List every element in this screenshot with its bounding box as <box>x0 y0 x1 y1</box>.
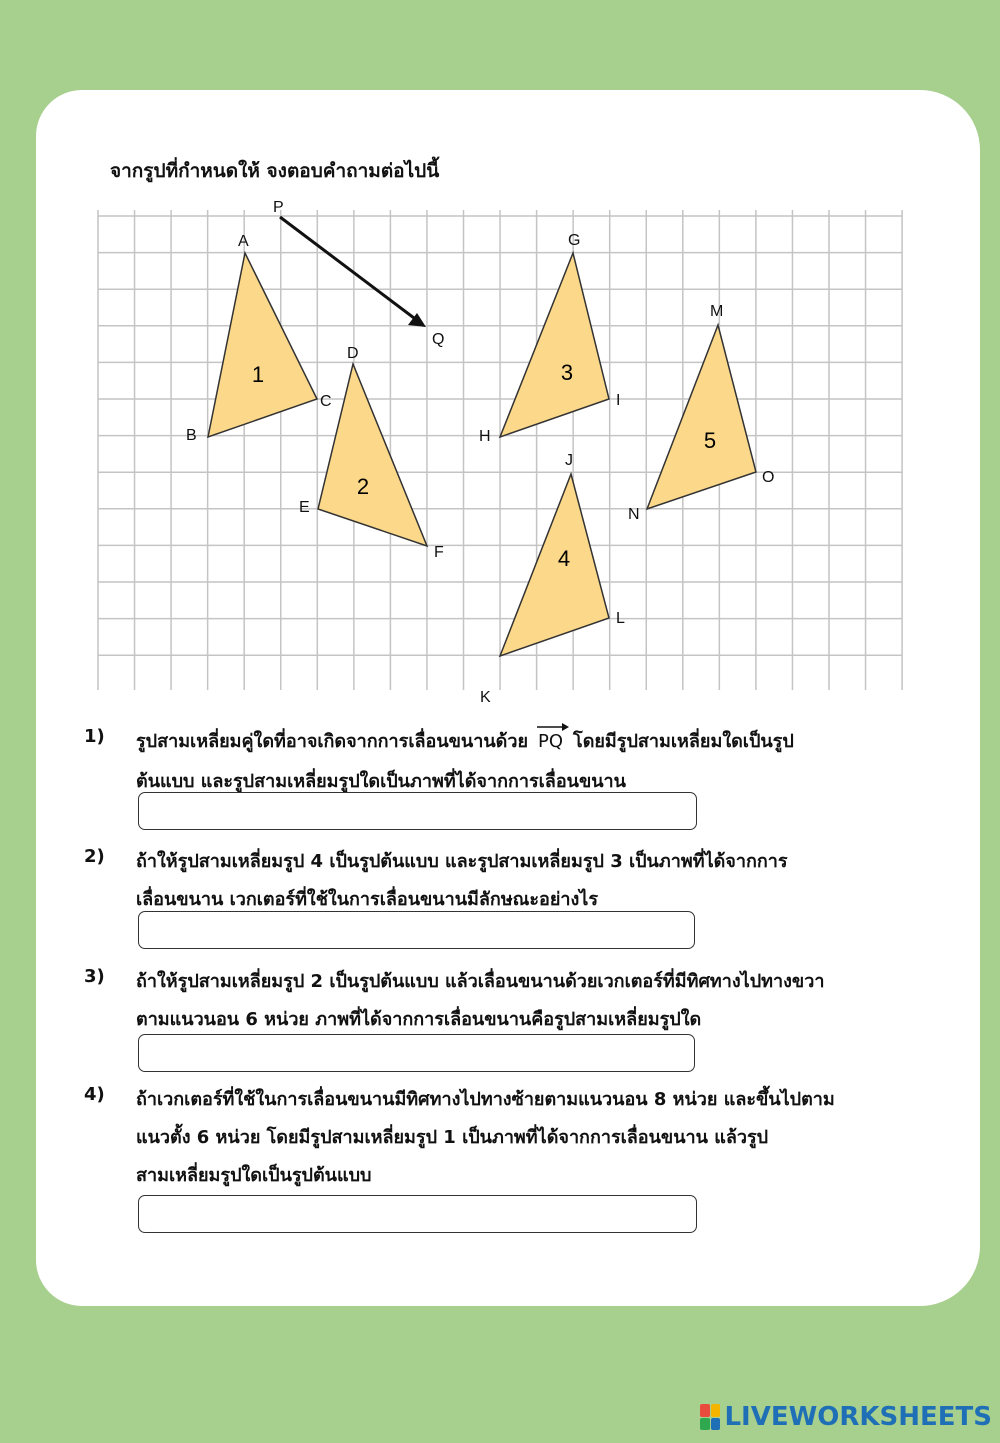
liveworksheets-logo-icon <box>700 1404 720 1430</box>
triangle-label-2: 2 <box>356 474 370 499</box>
vector-pq-text: PQ <box>538 731 564 752</box>
triangle-5 <box>647 325 756 509</box>
vertex-label-d: D <box>347 345 359 362</box>
question-4-line-1: ถ้าเวกเตอร์ที่ใช้ในการเลื่อนขนานมีทิศทางไปทางซ้ายตามแนวนอน 8 หน่วย และขึ้นไปตาม <box>136 1089 835 1110</box>
vertex-label-l: L <box>616 610 625 627</box>
triangle-label-3: 3 <box>560 360 574 385</box>
question-number: 2) <box>84 846 105 867</box>
grid-lines <box>98 210 902 690</box>
question-number: 4) <box>84 1084 105 1105</box>
question-1-text-b: โดยมีรูปสามเหลี่ยมใดเป็นรูป <box>573 731 794 752</box>
vertex-label-g: G <box>568 232 581 249</box>
vertex-label-p: P <box>273 199 284 216</box>
vertex-label-j: J <box>565 452 573 469</box>
triangle-label-4: 4 <box>557 546 571 571</box>
question-number: 1) <box>84 726 105 747</box>
vertex-label-i: I <box>616 392 621 409</box>
vector-pq-notation <box>538 731 563 752</box>
vertex-label-k: K <box>480 689 491 706</box>
triangle-1 <box>208 253 317 437</box>
vertex-label-f: F <box>434 544 444 561</box>
answer-box-1[interactable] <box>138 792 697 830</box>
question-4-line-3: สามเหลี่ยมรูปใดเป็นรูปต้นแบบ <box>136 1165 372 1186</box>
question-4-line-2: แนวตั้ง 6 หน่วย โดยมีรูปสามเหลี่ยมรูป 1 เป็นภาพที่ได้จากการเลื่อนขนาน แล้วรูป <box>136 1127 769 1148</box>
question-1-line-2: ต้นแบบ และรูปสามเหลี่ยมรูปใดเป็นภาพที่ได้จากการเลื่อนขนาน <box>136 771 626 792</box>
instruction-text: จากรูปที่กำหนดให้ จงตอบคำถามต่อไปนี้ <box>110 160 440 182</box>
vector-arrow-icon <box>536 722 570 732</box>
question-3-line-2: ตามแนวนอน 6 หน่วย ภาพที่ได้จากการเลื่อนขนานคือรูปสามเหลี่ยมรูปใด <box>136 1009 702 1030</box>
vector-pq-line <box>280 217 418 321</box>
question-3-line-1: ถ้าให้รูปสามเหลี่ยมรูป 2 เป็นรูปต้นแบบ แล้วเลื่อนขนานด้วยเวกเตอร์ที่มีทิศทางไปทางขวา <box>136 971 825 992</box>
vertex-label-e: E <box>299 499 310 516</box>
question-1-line-1 <box>136 726 794 755</box>
triangle-3 <box>500 253 609 437</box>
answer-box-3[interactable] <box>138 1034 695 1072</box>
vertex-label-m: M <box>710 303 724 320</box>
vertex-label-b: B <box>186 427 197 444</box>
triangle-2 <box>318 364 427 546</box>
answer-box-4[interactable] <box>138 1195 697 1233</box>
question-2-line-2: เลื่อนขนาน เวกเตอร์ที่ใช้ในการเลื่อนขนานมีลักษณะอย่างไร <box>136 889 599 910</box>
triangle-label-1: 1 <box>251 362 265 387</box>
liveworksheets-logo-text: LIVEWORKSHEETS <box>724 1402 992 1432</box>
question-number: 3) <box>84 966 105 987</box>
vertex-label-o: O <box>762 469 775 486</box>
question-2-line-1: ถ้าให้รูปสามเหลี่ยมรูป 4 เป็นรูปต้นแบบ และรูปสามเหลี่ยมรูป 3 เป็นภาพที่ได้จากการ <box>136 851 788 872</box>
triangle-4 <box>500 474 609 656</box>
question-1-text-a: รูปสามเหลี่ยมคู่ใดที่อาจเกิดจากการเลื่อนขนานด้วย <box>136 731 528 752</box>
vertex-label-a: A <box>238 233 249 250</box>
answer-box-2[interactable] <box>138 911 695 949</box>
vertex-label-n: N <box>628 506 640 523</box>
liveworksheets-logo <box>700 1399 992 1435</box>
vertex-label-c: C <box>320 393 332 410</box>
vertex-label-q: Q <box>432 331 445 348</box>
vertex-label-h: H <box>479 428 491 445</box>
triangle-label-5: 5 <box>703 428 717 453</box>
